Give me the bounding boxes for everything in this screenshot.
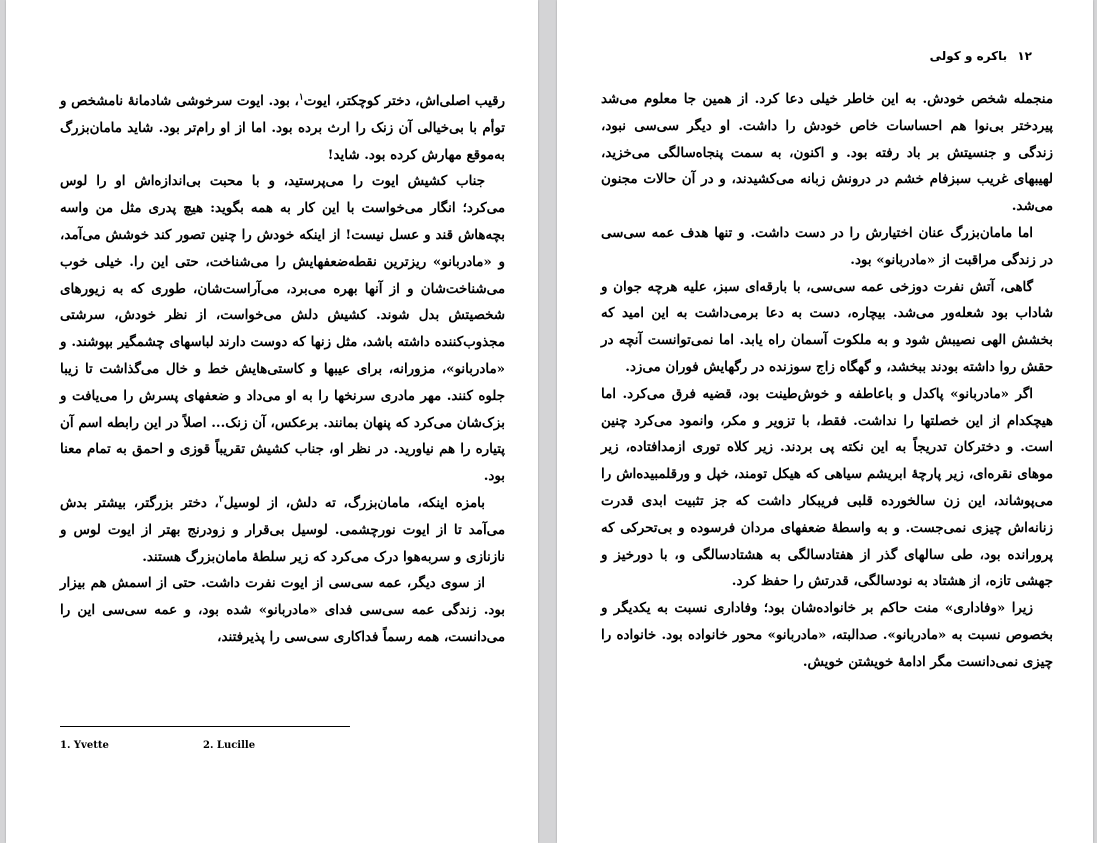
left-page bbox=[6, 0, 538, 843]
right-page bbox=[557, 0, 1093, 843]
running-head-title: باکره و کولی bbox=[929, 49, 1008, 63]
footnote-1: 1. Yvette bbox=[60, 740, 109, 751]
running-head bbox=[930, 49, 1032, 63]
left-page-body bbox=[60, 88, 505, 651]
paragraph: رقیب اصلی‌اش، دختر کوچکتر، ایوت$^۱$، بود. ایوت سرخوشی شادمانهٔ نامشخص و توأم با بی‌خیالی آن زنک را ارث برده بود. اما از او رام‌تر بود. شاید مامان‌بزرگ به‌موقع مهارش کرده بود. شاید! bbox=[60, 92, 505, 163]
paragraph: منجمله شخص خودش. به این خاطر خیلی دعا کرد. از همین جا معلوم می‌شد پیردختر بی‌نوا هم احساسات خاص خودش را داشت. او دیگر سی‌سی نبود، زندگی و جنسیتش بر باد رفته بود. و اکنون، به سمت پنجاه‌سالگی می‌خزید، لهیبهای غریب سبزفام خشم در درونش زبانه می‌کشیدند، و در آن حالات مجنون می‌شد. bbox=[601, 91, 1053, 215]
footnote-divider bbox=[60, 726, 350, 727]
footnote-ref: ۲ bbox=[218, 494, 224, 505]
paragraph: گاهی، آتش نفرت دوزخی عمه سی‌سی، با بارقه‌ای سبز، علیه هرچه جوان و شاداب بود شعله‌ور می‌شد. بیچاره، دست به دعا برمی‌داشت به این امید که بخشش الهی نصیبش شود و به ملکوت آسمان راه یابد. اما نمی‌توانست آنچه در حقش روا داشته بودند ببخشد، و گهگاه زاج سوزنده در رگهایش فوران می‌زد. bbox=[601, 278, 1053, 375]
page-number: ۱۲ bbox=[1017, 49, 1032, 63]
right-page-body bbox=[601, 86, 1053, 676]
paragraph: جناب کشیش ایوت را می‌پرستید، و با محبت بی‌اندازه‌اش او را لوس می‌کرد؛ انگار می‌خواست با این کار به همه بگوید: هیچ پدری مثل من واسه بچه‌هاش قند و عسل نیست! از اینکه خودش را چنین تصور کند خوشش می‌آمد، و «مادربانو» ریزترین نقطه‌ضعفهایش را می‌شناخت، حتی این را. خیلی خوب می‌شناخت‌شان و از آنها بهره می‌برد، می‌آراست‌شان، طوری که به زیورهای شخصیتش بدل شوند. کشیش دلش می‌خواست، از نظر خودش، سرشتی مجذوب‌کننده داشته باشد، مثل زنها که دوست دارند لباسهای چشمگیر بپوشند. و «مادربانو»، مزورانه، برای عیبها و کاستی‌هایش خط و خال می‌گذاشت تا زیبا جلوه کنند. مهر مادری سرنخها را به او می‌داد و ضعفهای پسرش را می‌یافت و بزک‌شان می‌کرد که پنهان بمانند. برعکس، آن زنک... اصلاً در این رابطه اسم آن پتیاره را هم نیاورید. در نظر او، جناب کشیش تقریباً قوزی و احمق به تمام معنا بود. bbox=[60, 173, 505, 485]
paragraph: زیرا «وفاداری» منت حاکم بر خانواده‌شان بود؛ وفاداری نسبت به یکدیگر و بخصوص نسبت به «مادربانو». صدالبته، «مادربانو» محور خانواده بود. خانواده را چیزی نمی‌دانست مگر ادامهٔ خویشتن خویش. bbox=[601, 600, 1053, 670]
paragraph: از سوی دیگر، عمه سی‌سی از ایوت نفرت داشت. حتی از اسمش هم بیزار بود. زندگی عمه سی‌سی فدای «مادربانو» شده بود، و عمه سی‌سی این را می‌دانست، همه رسماً فداکاری سی‌سی را پذیرفتند، bbox=[60, 575, 505, 645]
paragraph: بامزه اینکه، مامان‌بزرگ، ته دلش، از لوسیل$^۲$، دختر بزرگتر، بیشتر بدش می‌آمد تا از ایوت نورچشمی. لوسیل بی‌قرار و زودرنج بهتر از ایوت لوس و نازنازی و سربه‌هوا درک می‌کرد که زیر سلطهٔ مامان‌بزرگ هستند. bbox=[60, 494, 505, 565]
footnote-ref: ۱ bbox=[298, 92, 304, 103]
footnote-2: 2. Lucille bbox=[203, 740, 256, 751]
paragraph: اگر «مادربانو» پاکدل و باعاطفه و خوش‌طینت بود، قضیه فرق می‌کرد. اما هیچکدام از این خصلتها را نداشت. فقط، با تزویر و مکر، وانمود می‌کرد چنین است. و دخترکان تدریجاً به این نکته پی بردند. زیر کلاه توری ازمدافتاده، زیر موهای نقره‌ای، زیر پارچهٔ ابریشم سیاهی که هیکل تومند، خپل و ورقلمبیده‌اش را می‌پوشاند، این زن سالخورده قلبی فریبکار داشت که جز تثبیت ابدی قدرت زنانه‌اش چیزی نمی‌جست. و به واسطهٔ ضعفهای مردان فرسوده و بی‌تحرکی که پرورانده بود، طی سالهای گذر از هفتادسالگی به هشتادسالگی و، با دورخیز و جهشی تازه، از هشتاد به نودسالگی، قدرتش را حفظ کرد. bbox=[601, 385, 1053, 590]
paragraph: اما مامان‌بزرگ عنان اختیارش را در دست داشت. و تنها هدف عمه سی‌سی در زندگی مراقبت از «مادربانو» بود. bbox=[601, 224, 1053, 268]
